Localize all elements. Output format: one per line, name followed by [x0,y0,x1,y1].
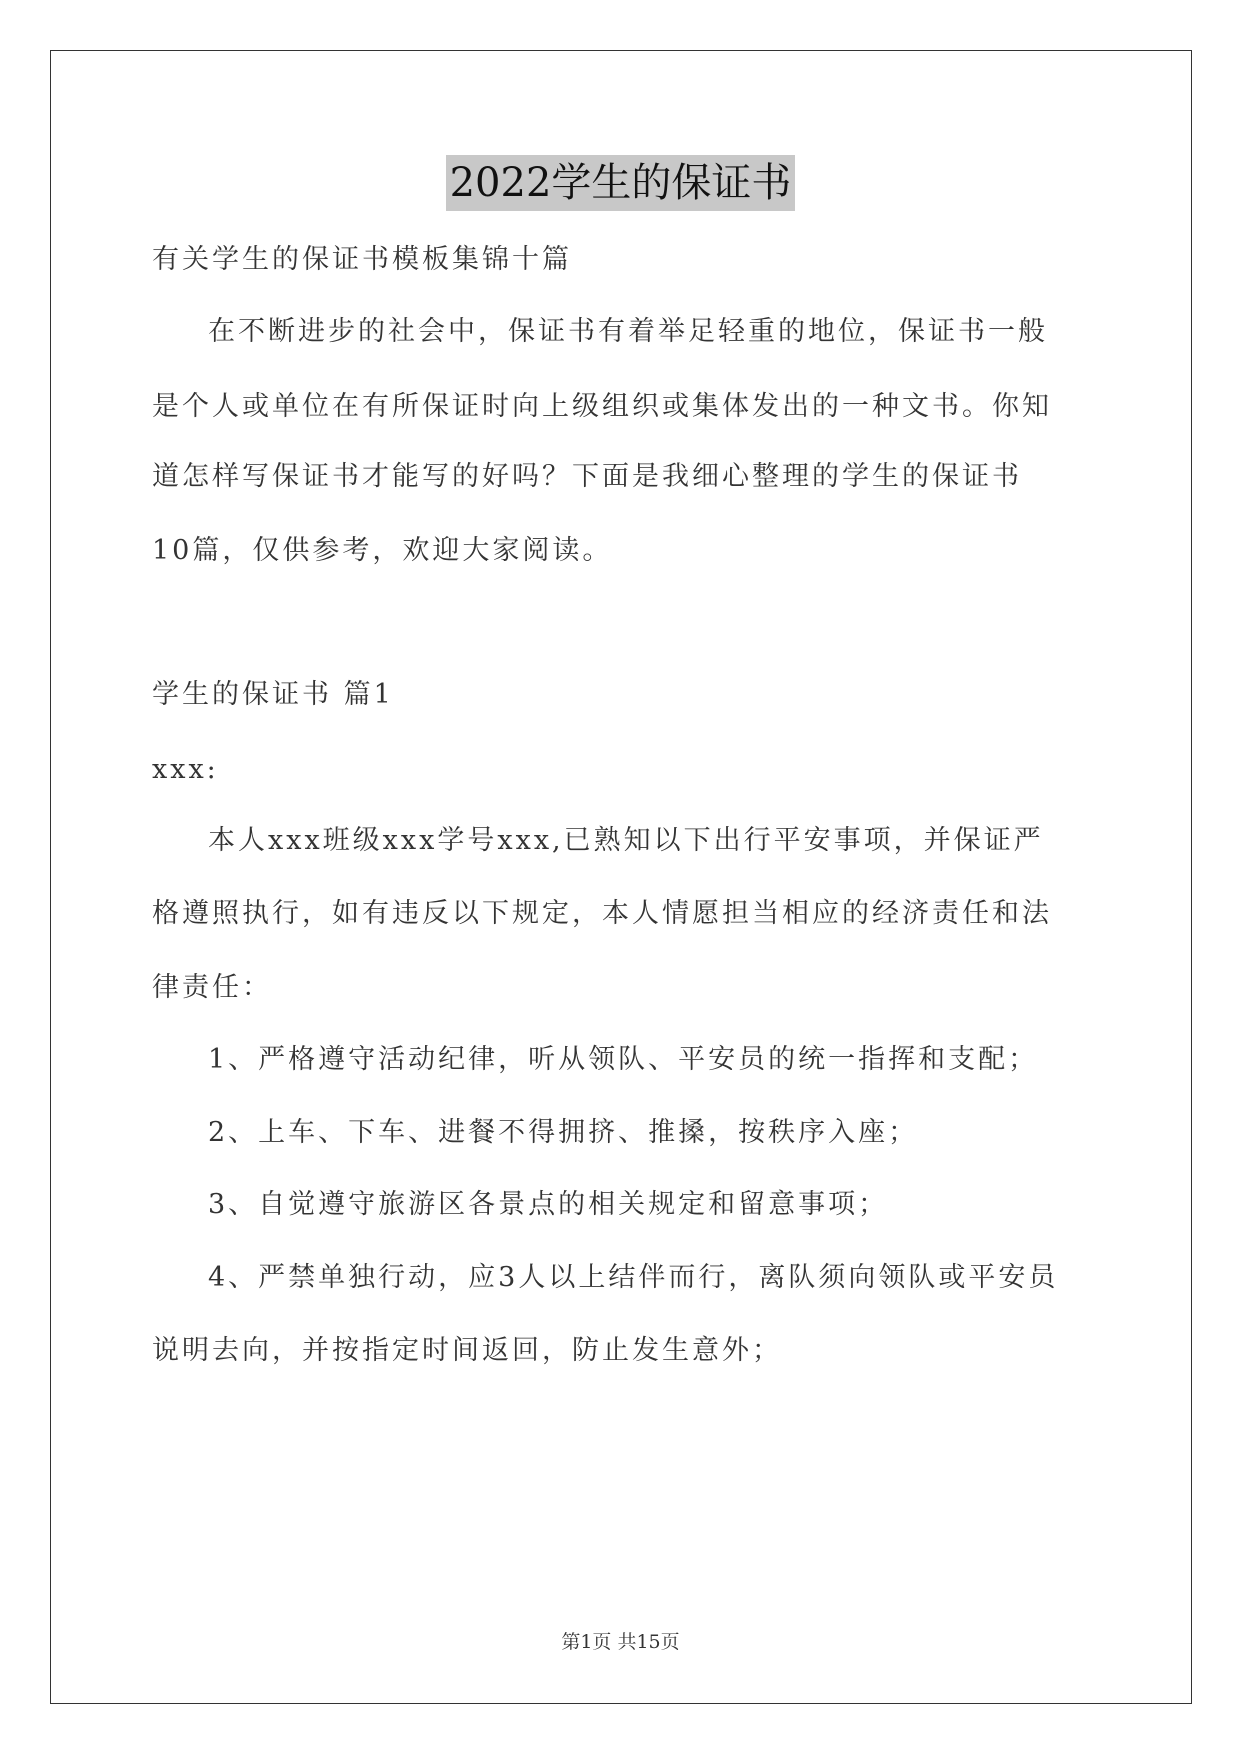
intro-line-4: 10篇，仅供参考，欢迎大家阅读。 [152,535,613,566]
document-title: 2022学生的保证书 [446,155,796,211]
section-heading: 学生的保证书 篇1 [152,679,394,710]
page-border [50,50,1192,1704]
subtitle: 有关学生的保证书模板集锦十篇 [152,244,572,275]
intro-line-2: 是个人或单位在有所保证时向上级组织或集体发出的一种文书。你知 [152,391,1052,422]
rule-line-5: 说明去向，并按指定时间返回，防止发生意外； [152,1335,782,1366]
body-line-2: 格遵照执行，如有违反以下规定，本人情愿担当相应的经济责任和法 [152,898,1052,929]
salutation: xxx: [152,754,219,785]
page-footer: 第1页 共15页 [561,1631,680,1653]
rule-line-3: 3、自觉遵守旅游区各景点的相关规定和留意事项； [208,1189,889,1220]
rule-line-2: 2、上车、下车、进餐不得拥挤、推搡，按秩序入座； [208,1117,919,1148]
body-line-3: 律责任： [152,972,272,1003]
body-line-1: 本人xxx班级xxx学号xxx,已熟知以下出行平安事项，并保证严 [208,825,1044,856]
intro-line-1: 在不断进步的社会中，保证书有着举足轻重的地位，保证书一般 [208,316,1048,347]
rule-line-4: 4、严禁单独行动，应3人以上结伴而行，离队须向领队或平安员 [208,1262,1059,1293]
intro-line-3: 道怎样写保证书才能写的好吗？下面是我细心整理的学生的保证书 [152,461,1022,492]
rule-line-1: 1、严格遵守活动纪律，听从领队、平安员的统一指挥和支配； [208,1044,1039,1075]
title-wrap [0,155,1241,211]
